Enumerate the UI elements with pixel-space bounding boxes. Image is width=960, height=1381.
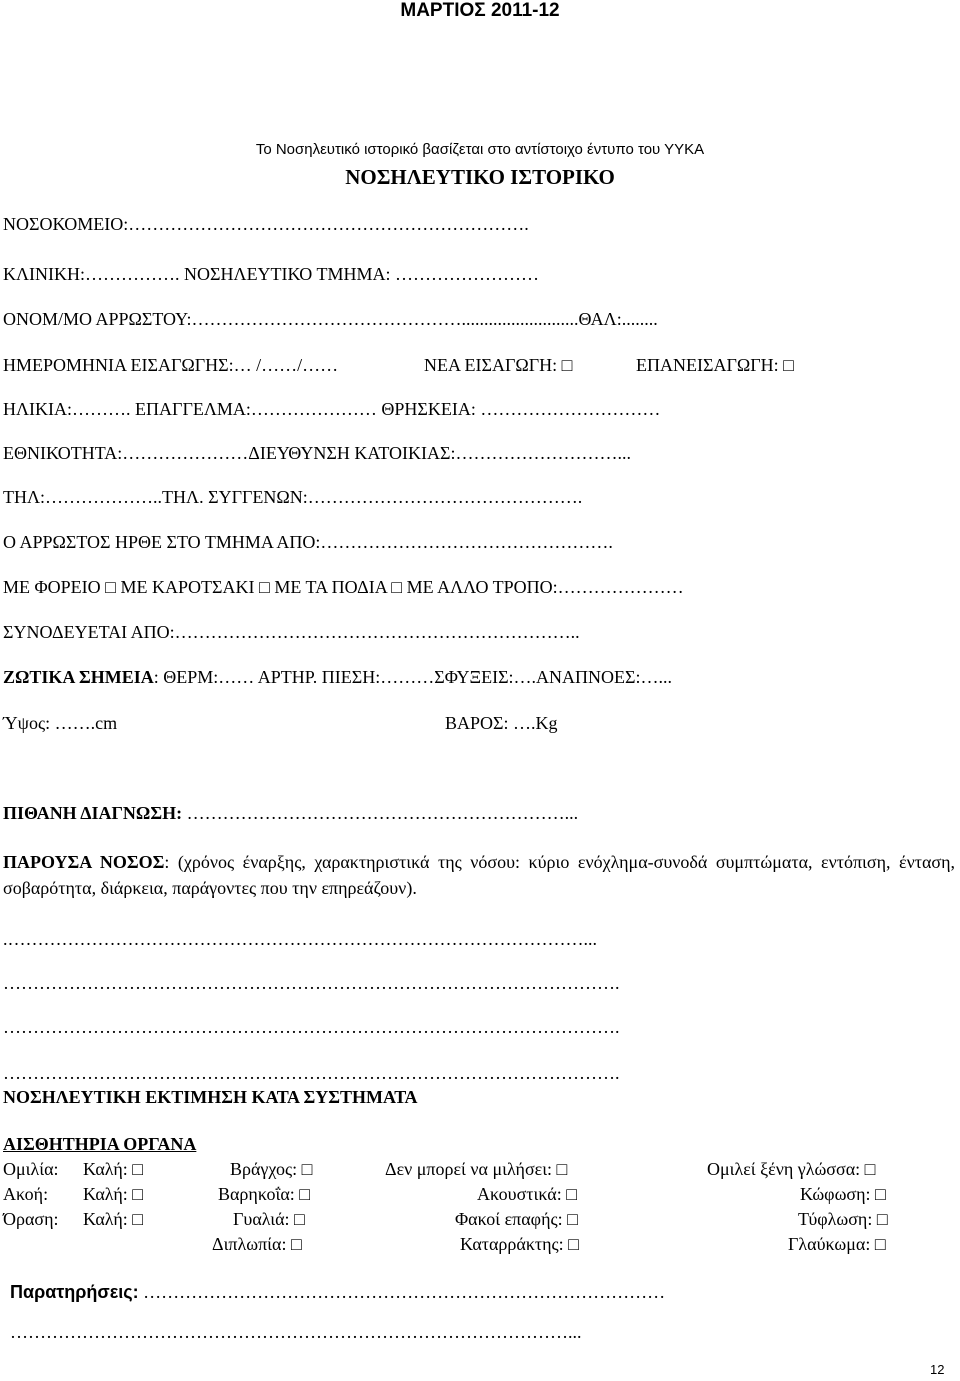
- vital-signs-values: : ΘΕΡΜ:…… ΑΡΤΗΡ. ΠΙΕΣΗ:………ΣΦΥΞΕΙΣ:….ΑΝΑΠΝΟΕΣ:…...: [153, 667, 673, 687]
- glasses-checkbox: Γυαλιά: □: [233, 1209, 305, 1229]
- field-patient-name: ΟΝΟΜ/ΜΟ ΑΡΡΩΣΤΟΥ:………………………………………..........................ΘΑΛ:........: [3, 309, 658, 329]
- hearing-label: Ακοή:: [3, 1184, 49, 1204]
- remarks-line: …………………………………………………………………………………...: [10, 1322, 582, 1342]
- checkbox-new-admission: ΝΕΑ ΕΙΣΑΓΩΓΗ: □: [424, 355, 573, 375]
- remarks-label: Παρατηρήσεις:: [10, 1282, 139, 1302]
- field-age-job-religion: ΗΛΙΚΙΑ:………. ΕΠΑΓΓΕΛΜΑ:………………… ΘΡΗΣΚΕΙΑ: …………………………: [3, 399, 661, 419]
- cannot-speak-checkbox: Δεν μπορεί να μιλήσει: □: [385, 1159, 568, 1179]
- present-illness-text: : (χρόνος έναρξης, χαρακτηριστικά της νόσου: κύριο ενόχλημα-συνοδά συμπτώματα, εντόπιση, ένταση, σοβαρότητα, διάρκεια, παράγοντες που την επηρεάζουν).: [3, 852, 955, 899]
- present-illness-line: ………………………………………………………………………………………….: [3, 973, 620, 993]
- field-transport: ΜΕ ΦΟΡΕΙΟ □ ΜΕ ΚΑΡΟΤΣΑΚΙ □ ΜΕ ΤΑ ΠΟΔΙΑ □ ΜΕ ΑΛΛΟ ΤΡΟΠΟ:…………………: [3, 577, 684, 597]
- field-admission-date: ΗΜΕΡΟΜΗΝΙΑ ΕΙΣΑΓΩΓΗΣ:… /……/……: [3, 355, 339, 375]
- page-number: 12: [930, 1362, 945, 1377]
- diplopia-checkbox: Διπλωπία: □: [212, 1234, 302, 1254]
- glaucoma-checkbox: Γλαύκωμα: □: [788, 1234, 886, 1254]
- field-height: Ύψος: …….cm: [3, 713, 118, 733]
- vision-label: Όραση:: [3, 1209, 59, 1229]
- document-title: ΝΟΣΗΛΕΥΤΙΚΟ ΙΣΤΟΡΙΚΟ: [345, 165, 615, 189]
- page-header-title: ΜΑΡΤΙΟΣ 2011-12: [400, 0, 560, 21]
- intro-note: Το Νοσηλευτικό ιστορικό βασίζεται στο αντίστοιχο έντυπο του ΥΥΚΑ: [255, 141, 705, 158]
- deafness-checkbox: Κώφωση: □: [800, 1184, 886, 1204]
- speech-label: Ομιλία:: [3, 1159, 59, 1179]
- field-vital-signs: [3, 667, 672, 688]
- diagnosis-row: [3, 803, 578, 824]
- remarks-row: [10, 1282, 665, 1303]
- present-illness-line: ………………………………………………………………………………………….: [3, 1017, 620, 1037]
- present-illness-label: ΠΑΡΟΥΣΑ ΝΟΣΟΣ: [3, 852, 165, 872]
- diagnosis-dots: ………………………………………………………...: [186, 803, 579, 823]
- present-illness-line: .……………………………………………………………………………………...: [3, 929, 597, 949]
- field-accompanied: ΣΥΝΟΔΕΥΕΤΑΙ ΑΠΟ:…………………………………………………………..: [3, 622, 580, 642]
- systems-assessment-title: ΝΟΣΗΛΕΥΤΙΚΗ ΕΚΤΙΜΗΣΗ ΚΑΤΑ ΣΥΣΤΗΜΑΤΑ: [3, 1087, 418, 1107]
- cataract-checkbox: Καταρράκτης: □: [460, 1234, 580, 1254]
- checkbox-readmission: ΕΠΑΝΕΙΣΑΓΩΓΗ: □: [636, 355, 795, 375]
- field-hospital: ΝΟΣΟΚΟΜΕΙΟ:………………………………………………………….: [3, 214, 529, 234]
- present-illness-paragraph: [3, 849, 955, 901]
- field-clinic: ΚΛΙΝΙΚΗ:……………. ΝΟΣΗΛΕΥΤΙΚΟ ΤΜΗΜΑ: ……………………: [3, 264, 539, 284]
- present-illness-line: ………………………………………………………………………………………….: [3, 1063, 620, 1083]
- foreign-language-checkbox: Ομιλεί ξένη γλώσσα: □: [707, 1159, 876, 1179]
- contact-lenses-checkbox: Φακοί επαφής: □: [455, 1209, 578, 1229]
- diagnosis-label: ΠΙΘΑΝΗ ΔΙΑΓΝΩΣΗ:: [3, 803, 183, 823]
- field-weight: ΒΑΡΟΣ: ….Kg: [445, 713, 558, 733]
- vital-signs-label: ΖΩΤΙΚΑ ΣΗΜΕΙΑ: [3, 667, 154, 687]
- remarks-dots: ……………………………………………………………………………: [143, 1282, 666, 1302]
- senses-title: ΑΙΣΘΗΤΗΡΙΑ ΟΡΓΑΝΑ: [3, 1134, 197, 1154]
- field-nationality-address: ΕΘΝΙΚΟΤΗΤΑ:…………………ΔΙΕΥΘΥΝΣΗ ΚΑΤΟΙΚΙΑΣ:………………………...: [3, 443, 631, 463]
- blindness-checkbox: Τύφλωση: □: [798, 1209, 888, 1229]
- hearing-good-checkbox: Καλή: □: [83, 1184, 144, 1204]
- field-phones: ΤΗΛ:………………..ΤΗΛ. ΣΥΓΓΕΝΩΝ:……………………………………….: [3, 487, 583, 507]
- hoarseness-checkbox: Βράγχος: □: [230, 1159, 313, 1179]
- hearing-loss-checkbox: Βαρηκοΐα: □: [218, 1184, 311, 1204]
- hearing-aids-checkbox: Ακουστικά: □: [477, 1184, 578, 1204]
- speech-good-checkbox: Καλή: □: [83, 1159, 144, 1179]
- vision-good-checkbox: Καλή: □: [83, 1209, 144, 1229]
- field-came-from: Ο ΑΡΡΩΣΤΟΣ ΗΡΘΕ ΣΤΟ ΤΜΗΜΑ ΑΠΟ:………………………………………….: [3, 532, 613, 552]
